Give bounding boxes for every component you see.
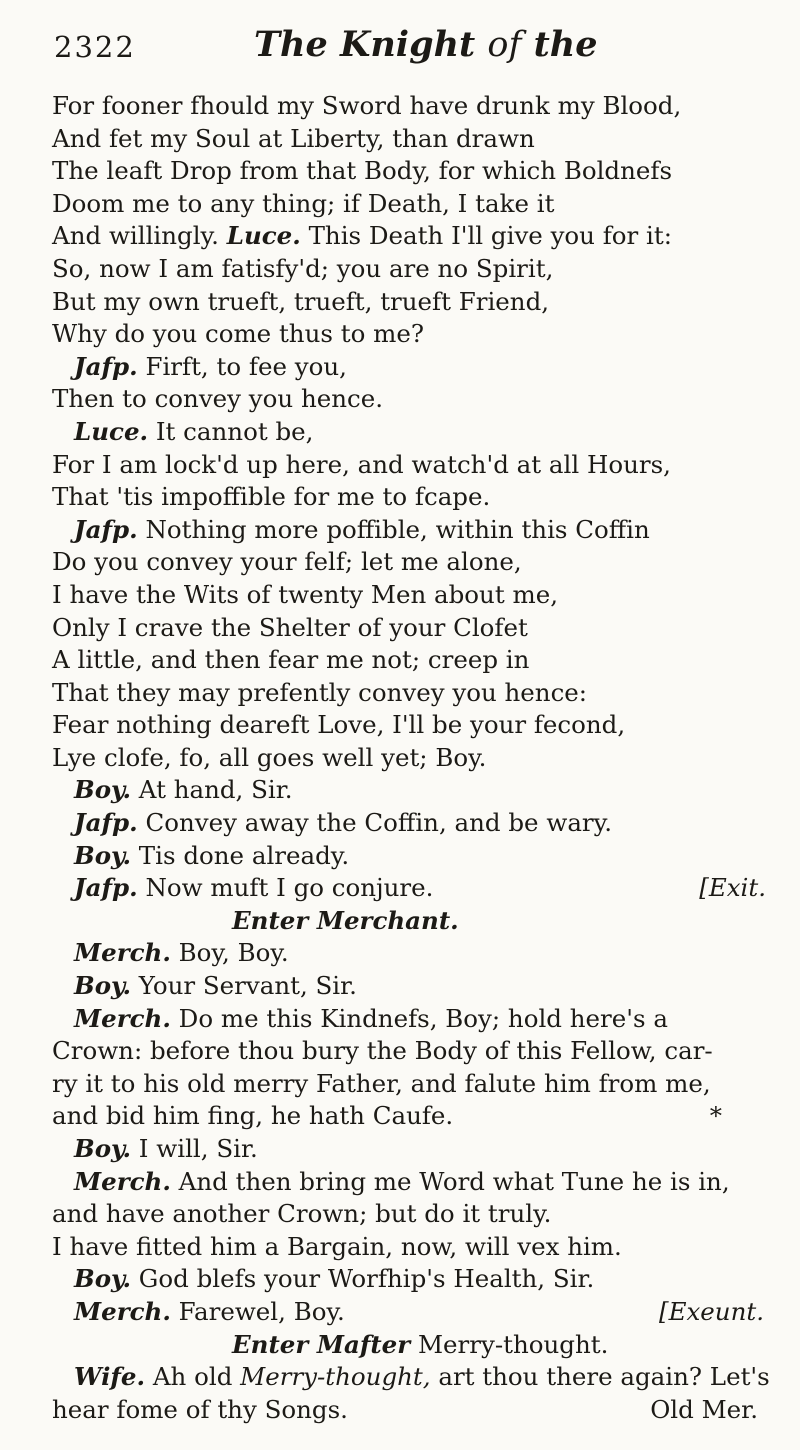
speaker-name: Merch. — [74, 1296, 171, 1326]
speaker-name: Luce. — [74, 416, 149, 446]
text-line: That they may prefently convey you hence: — [52, 677, 588, 707]
stage-direction: Enter Mafter Merry-thought. — [232, 1329, 609, 1359]
text-line: For fooner fhould my Sword have drunk my Blood, — [52, 91, 682, 120]
speaker-name: Jafp. — [74, 351, 138, 381]
catchword: Old Mer. — [650, 1394, 758, 1424]
speaker-name: Boy. — [74, 1134, 132, 1163]
text-line: Luce. It cannot be, — [74, 416, 314, 446]
text-line: Jafp. Nothing more poffible, within this Coffin — [74, 514, 650, 544]
speaker-name: Merch. — [74, 938, 171, 968]
text-line: For I am lock'd up here, and watch'd at all Hours, — [52, 449, 671, 479]
text-line: And fet my Soul at Liberty, than drawn — [52, 123, 535, 153]
text-line: Jafp. Firft, to fee you, — [74, 351, 347, 381]
text-line: Doom me to any thing; if Death, I take it — [52, 188, 555, 218]
speaker-name: Jafp. — [74, 873, 138, 903]
text-line: Boy. I will, Sir. — [74, 1134, 258, 1163]
speaker-name: Boy. — [74, 971, 132, 1001]
text-line: Then to convey you hence. — [52, 384, 384, 414]
text-line: Boy. At hand, Sir. — [74, 775, 293, 805]
text-line: So, now I am fatisfy'd; you are no Spirit, — [52, 253, 554, 283]
text-line: Do you convey your felf; let me alone, — [52, 547, 522, 577]
text-line: Fear nothing deareft Love, I'll be your fecond, — [52, 710, 626, 740]
text-line: and have another Crown; but do it truly. — [52, 1199, 552, 1229]
text-line: Boy. God blefs your Worfhip's Health, Sir. — [74, 1264, 595, 1294]
text-line: Merch. And then bring me Word what Tune he is in, — [74, 1166, 730, 1196]
text-line: hear fome of thy Songs. Old Mer. — [52, 1394, 770, 1427]
running-title: The Knight of the — [254, 24, 598, 65]
text-line: That 'tis impoffible for me to fcape. — [52, 482, 491, 512]
stage-direction: Enter Merchant. — [232, 905, 459, 935]
page-header — [52, 22, 770, 72]
speaker-name: Luce. — [226, 221, 301, 251]
text-line: The leaft Drop from that Body, for which Boldnefs — [52, 156, 673, 186]
text-line: Jafp. Now muft I go conjure. [Exit. — [52, 872, 770, 905]
text-line: Merch. Boy, Boy. — [74, 938, 289, 968]
text-line: Jafp. Convey away the Coffin, and be wary. — [74, 808, 613, 838]
speaker-name: Boy. — [74, 840, 132, 870]
text-line: Lye clofe, fo, all goes well yet; Boy. — [52, 742, 487, 772]
text-line: Merch. Farewel, Boy. [Exeunt. — [52, 1296, 770, 1329]
speaker-name: Jafp. — [74, 514, 138, 544]
text-line: I have the Wits of twenty Men about me, — [52, 579, 558, 609]
speaker-name: Boy. — [74, 1264, 132, 1294]
text-line: Boy. Your Servant, Sir. — [74, 971, 357, 1001]
speaker-name: Merch. — [74, 1003, 171, 1033]
page-number: 2322 — [54, 30, 136, 64]
text-line: But my own trueft, trueft, trueft Friend, — [52, 286, 550, 316]
text-line: ry it to his old merry Father, and falute him from me, — [52, 1068, 711, 1098]
speaker-name: Wife. — [74, 1362, 146, 1392]
text-line: Crown: before thou bury the Body of this Fellow, car- — [52, 1036, 713, 1066]
text-line: And willingly. Luce. This Death I'll give you for it: — [52, 221, 672, 251]
text-line: Why do you come thus to me? — [52, 319, 424, 349]
speaker-name: Merch. — [74, 1166, 171, 1196]
text-line: and bid him fing, he hath Caufe. * — [52, 1100, 770, 1133]
speaker-name: Jafp. — [74, 808, 138, 838]
margin-mark: * — [709, 1101, 722, 1131]
text-line: Merch. Do me this Kindnefs, Boy; hold here's a — [74, 1003, 668, 1033]
play-text — [52, 90, 770, 1426]
text-line: Only I crave the Shelter of your Clofet — [52, 612, 528, 642]
speaker-name: Boy. — [74, 775, 132, 805]
stage-direction: [Exit. — [699, 873, 766, 903]
text-line: A little, and then fear me not; creep in — [52, 645, 530, 675]
text-line: I have fitted him a Bargain, now, will vex him. — [52, 1231, 622, 1261]
text-line: Boy. Tis done already. — [74, 840, 350, 870]
text-line: Wife. Ah old Merry-thought, art thou there again? Let's — [74, 1362, 770, 1392]
stage-direction: [Exeunt. — [659, 1296, 764, 1326]
